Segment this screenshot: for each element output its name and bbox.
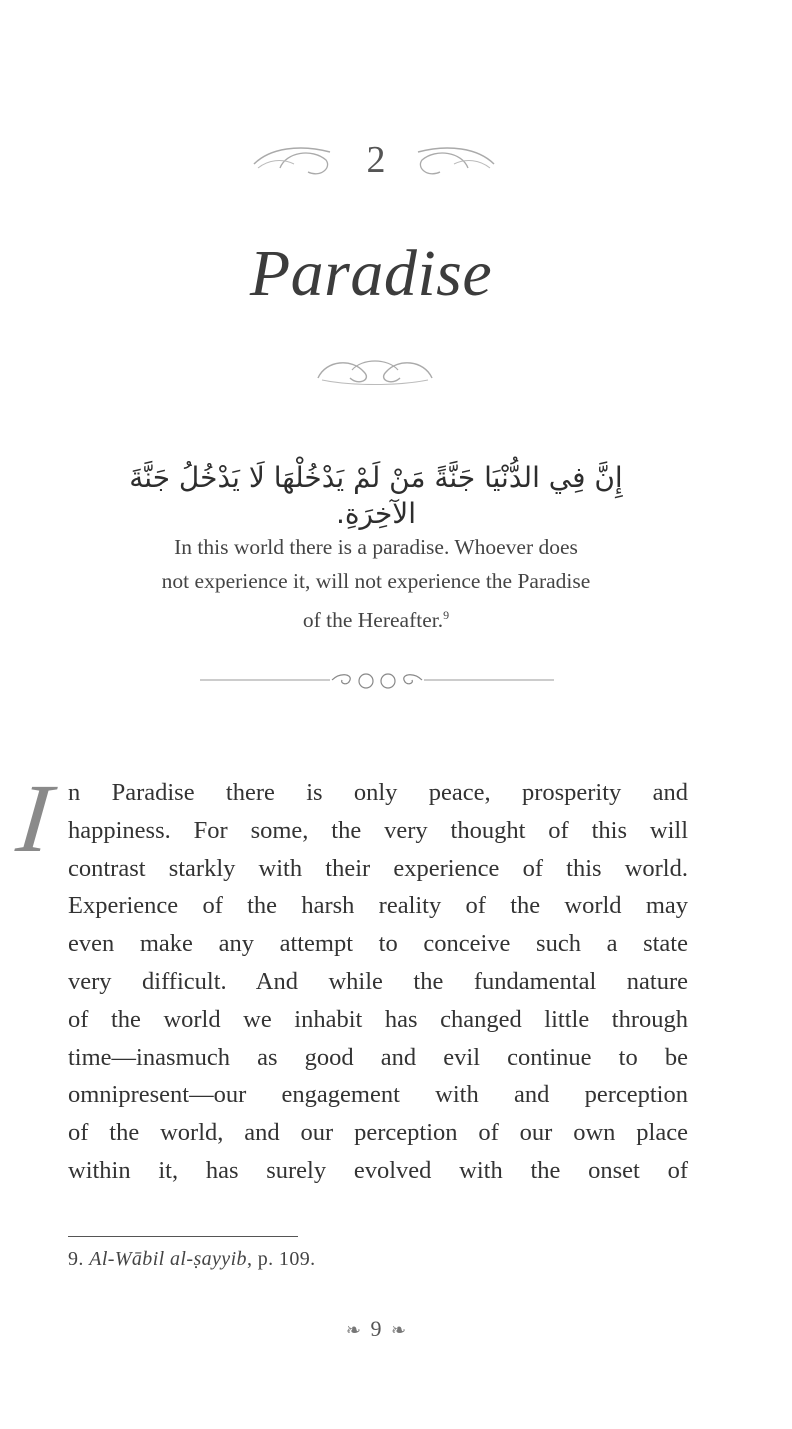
- quote-translation: [96, 530, 656, 637]
- body-line: omnipresent—our engagement with and perception: [68, 1081, 688, 1109]
- arabic-quote: إِنَّ فِي الدُّنْيَا جَنَّةً مَنْ لَمْ يَدْخُلْهَا لَا يَدْخُلُ جَنَّةَ الآخِرَةِ.: [129, 461, 623, 531]
- footnote-rule: [68, 1236, 298, 1237]
- footnote: [68, 1248, 316, 1271]
- translation-line: In this world there is a paradise. Whoever does: [174, 535, 578, 559]
- section-divider-icon: [200, 668, 554, 692]
- chapter-title: Paradise: [249, 237, 493, 310]
- body-paragraph: [68, 774, 688, 1190]
- chapter-number: 2: [366, 139, 386, 181]
- page-number-value: 9: [370, 1316, 382, 1341]
- body-line: even make any attempt to conceive such a state: [68, 930, 688, 958]
- body-line: Experience of the harsh reality of the world may: [68, 892, 688, 920]
- footnote-page: , p. 109.: [246, 1248, 316, 1270]
- body-line: contrast starkly with their experience of this world.: [68, 854, 688, 882]
- body-line: n Paradise there is only peace, prosperity and: [68, 779, 688, 806]
- translation-line-text: of the Hereafter.: [302, 608, 444, 632]
- body-line: of the world, and our perception of our own place: [68, 1119, 688, 1147]
- body-line: within it, has surely evolved with the onset of: [68, 1156, 688, 1184]
- body-line: very difficult. And while the fundamental nature: [68, 967, 688, 995]
- page-ornament-left-icon: ❧: [345, 1320, 361, 1340]
- page-number: [0, 1316, 752, 1342]
- footnote-reference[interactable]: 9: [443, 608, 450, 622]
- body-line: time—inasmuch as good and evil continue to be: [68, 1043, 688, 1071]
- body-line: of the world we inhabit has changed little through: [68, 1005, 688, 1033]
- footnote-source-title: Al-Wābil al-ṣayyib: [89, 1248, 247, 1270]
- drop-cap: I: [12, 765, 57, 873]
- chapter-heading: [0, 128, 792, 188]
- translation-line: [96, 598, 656, 637]
- footnote-number: 9.: [68, 1248, 84, 1270]
- page-ornament-right-icon: ❧: [391, 1320, 407, 1340]
- translation-line: not experience it, will not experience the Paradise: [161, 569, 591, 593]
- body-line: happiness. For some, the very thought of this will: [68, 816, 688, 844]
- flourish-right-icon: [408, 138, 498, 182]
- ornament-icon: [312, 352, 438, 392]
